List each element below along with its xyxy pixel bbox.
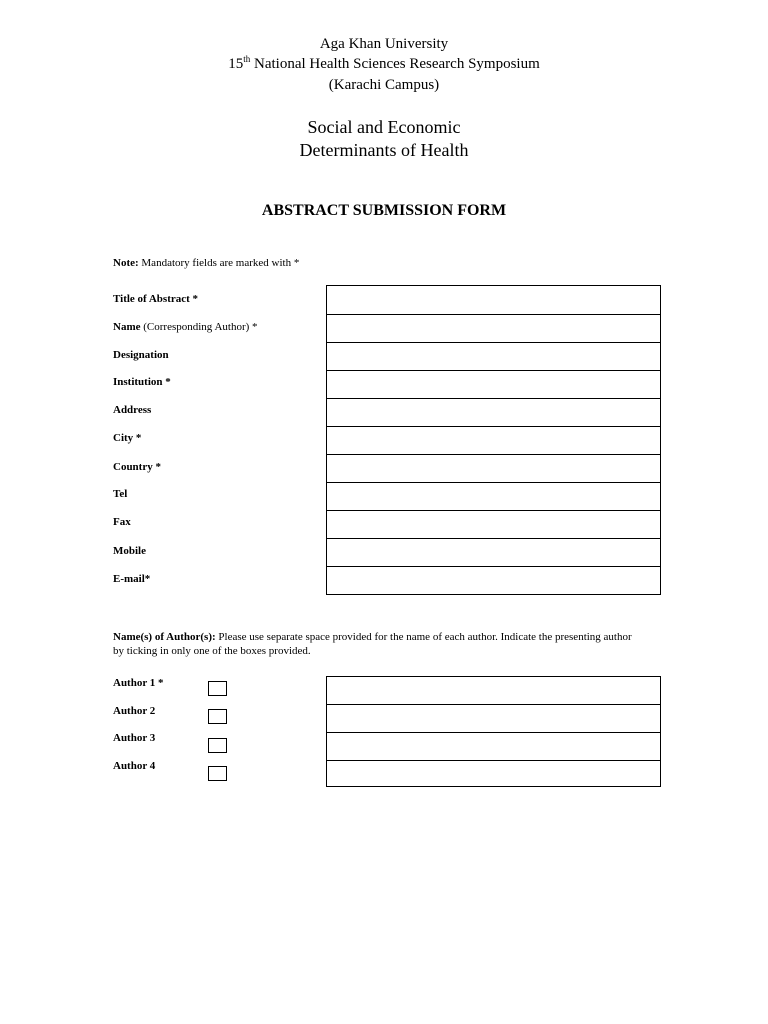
tel-input[interactable] [327,482,660,510]
form-title: ABSTRACT SUBMISSION FORM [261,202,507,219]
symposium-ordinal-suffix: th [243,54,251,64]
symposium-title [0,54,768,74]
name-input[interactable] [327,314,660,342]
author-3-presenting-checkbox[interactable] [208,738,227,753]
theme-line-2: Determinants of Health [299,140,469,160]
author-2-name-input[interactable] [327,704,660,732]
designation-input[interactable] [327,342,660,370]
field-label-mobile: Mobile [113,545,146,557]
field-label-name-main: Name [113,321,141,333]
author-4-label: Author 4 [113,760,156,772]
field-label-designation: Designation [113,349,169,361]
authors-instruction-text: Please use separate space provided for the name of each author. Indicate the presenting author by ticking in only one of the boxes provided. [113,631,632,657]
email-input[interactable] [327,566,660,594]
mandatory-note [113,256,299,270]
author-3-name-input[interactable] [327,732,660,760]
field-label-title-of-abstract: Title of Abstract * [113,293,199,305]
field-label-fax: Fax [113,516,131,528]
field-label-name [113,320,258,334]
authors-instructions [113,630,633,658]
note-label: Note: [113,257,139,269]
author-4-name-input[interactable] [327,760,660,786]
university-name: Aga Khan University [319,36,449,52]
note-text: Mandatory fields are marked with * [141,257,300,269]
mobile-input[interactable] [327,538,660,566]
authors-table [326,676,661,787]
author-3-label: Author 3 [113,732,156,744]
institution-input[interactable] [327,370,660,398]
fax-input[interactable] [327,510,660,538]
field-label-city: City * [113,432,142,444]
contact-fields-table [326,285,661,595]
author-2-label: Author 2 [113,705,156,717]
authors-heading: Name(s) of Author(s): [113,631,216,643]
author-1-presenting-checkbox[interactable] [208,681,227,696]
symposium-ordinal-number: 15 [228,56,244,72]
title-of-abstract-input[interactable] [327,286,660,314]
theme-line-1: Social and Economic [307,117,461,137]
field-label-email: E-mail* [113,573,151,585]
author-2-presenting-checkbox[interactable] [208,709,227,724]
campus-name: (Karachi Campus) [328,77,440,93]
country-input[interactable] [327,454,660,482]
author-4-presenting-checkbox[interactable] [208,766,227,781]
author-1-label: Author 1 * [113,677,164,689]
symposium-name: National Health Sciences Research Symposium [254,56,540,72]
field-label-address: Address [113,404,152,416]
field-label-tel: Tel [113,488,128,500]
author-1-name-input[interactable] [327,677,660,704]
city-input[interactable] [327,426,660,454]
field-label-country: Country * [113,461,161,473]
address-input[interactable] [327,398,660,426]
field-label-institution: Institution * [113,376,171,388]
field-label-name-suffix: (Corresponding Author) * [143,321,258,333]
